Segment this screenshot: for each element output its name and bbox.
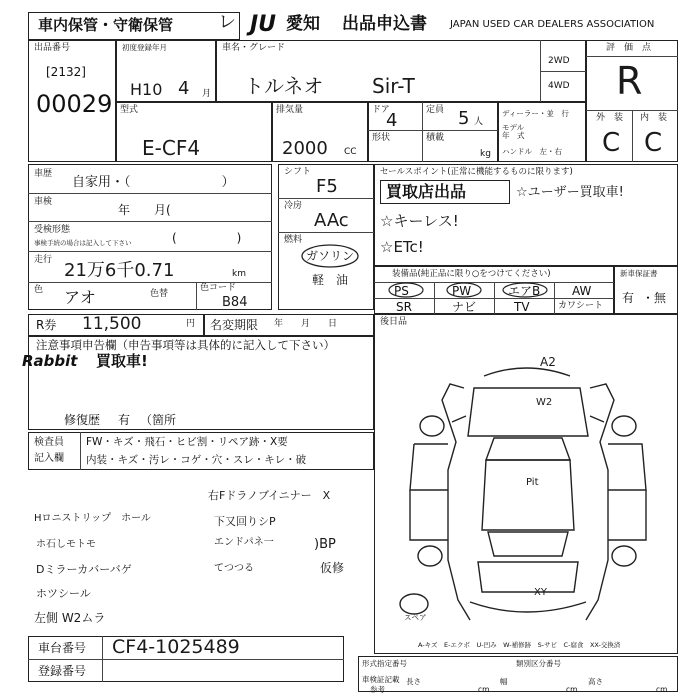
lot-label: 出品番号 (34, 43, 71, 53)
mileage-label: 走行 (34, 255, 53, 265)
history-hline-2 (28, 221, 272, 222)
exterior-score: C (602, 128, 621, 158)
type-number-label: 類別区分番号 (516, 659, 561, 668)
repair-history-label: 修復歴 (64, 413, 101, 427)
drive-hline (540, 71, 586, 72)
warranty-label: 新車保証書 (620, 269, 658, 278)
equip-tv: TV (514, 300, 530, 314)
month-suffix: 月 (202, 89, 212, 99)
fuel-label: 燃料 (284, 235, 303, 245)
chassis-hline (28, 659, 344, 660)
size-label: 車検証記載 (362, 675, 400, 684)
inspector-note-11: 左側 W2ムラ (34, 611, 106, 625)
airbag-circle (500, 282, 550, 298)
inspector-note-1: 右Fドラノブイニナー X (208, 489, 331, 502)
score-hline-top (586, 56, 678, 57)
shift-label: シフト (284, 167, 312, 177)
history-hline-3 (28, 251, 272, 252)
diagram-label: 後日品 (380, 317, 408, 327)
equip-sr: SR (396, 300, 412, 314)
equipment-label: 装備品(純正品に限り○をつけてください) (392, 269, 551, 279)
deadline-label: 名変期限 (210, 318, 259, 332)
chassis-number: CF4-1025489 (112, 636, 240, 658)
sales-points-label: セールスポイント(正常に機能するものに限ります) (380, 167, 573, 177)
color-code-label: 色コード (200, 283, 237, 293)
inspector-divider (80, 432, 81, 470)
ac-label: 冷房 (284, 201, 303, 211)
shape-label: 形状 (372, 133, 391, 143)
car-name: トルネオ (244, 74, 324, 98)
damage-legend: A-キズ E-エクボ U-凹み W-補修跡 S-サビ C-腐食 XX-交換済 (418, 641, 621, 649)
model-code: E-CF4 (142, 136, 201, 160)
inspector-label: 検査員 (34, 437, 64, 448)
model-label: 型式 (120, 105, 139, 115)
storage-check-mark: レ (218, 12, 236, 33)
equip-vline-2 (494, 282, 495, 314)
inspector-note-2: Hロニストリップ ホール (34, 513, 151, 524)
inspector-interior-codes: 内装・キズ・汚レ・コゲ・穴・スレ・キレ・破 (86, 454, 307, 466)
inspection-label: 車検 (34, 197, 53, 207)
first-reg-month: 4 (178, 78, 190, 99)
interior-score: C (644, 128, 663, 158)
repair-history-value: 有 (118, 413, 131, 427)
displacement: 2000 (282, 138, 328, 159)
receipt-sub: 事検手続の場合は記入して下さい (34, 239, 132, 247)
mileage-unit: km (232, 269, 246, 279)
inspector-note-8: Dミラーカバーバゲ (36, 563, 132, 576)
exterior-label: 外 装 (596, 113, 624, 123)
damage-note-hood: W2 (536, 397, 553, 408)
width-label: 幅 (500, 677, 508, 686)
equip-vline-3 (554, 282, 555, 314)
ju-logo: JU (250, 12, 277, 37)
form-title: 出品申込書 (342, 14, 427, 34)
spare-label: スペア (404, 613, 427, 622)
warranty-no: ・無 (642, 291, 667, 305)
fuel-diesel: 軽 油 (312, 273, 349, 287)
chassis-vline (102, 636, 103, 682)
width-unit: cm (566, 685, 578, 694)
sales-line-1: ☆ユーザー買取車! (516, 185, 624, 200)
door-label: ドア (372, 105, 390, 115)
lot-small-number: [2132] (46, 65, 86, 79)
equip-pw: PW (452, 284, 472, 298)
auction-score: R (616, 59, 643, 103)
registration-label: 登録番号 (38, 664, 87, 678)
notes-label: 注意事項申告欄（申告事項等は具体的に記入して下さい） (36, 338, 335, 352)
inspector-note-4: ホ石しモトモ (36, 539, 96, 550)
color-label: 色 (34, 285, 44, 295)
color-swap-label: 色替 (150, 289, 169, 299)
logo-aichi: 愛知 (286, 14, 320, 34)
load-unit: kg (480, 149, 491, 159)
history-label: 車歴 (34, 169, 53, 179)
capacity: 5 (458, 108, 470, 129)
inspector-exterior-codes: FW・キズ・飛石・ヒビ割・リペア跡・X要 (86, 436, 288, 448)
drive-2wd: 2WD (548, 56, 570, 66)
height-unit: cm (656, 685, 668, 694)
first-reg-year: H10 (130, 80, 163, 99)
length-label: 長さ (406, 677, 421, 686)
history-value: 自家用・（ ） (72, 175, 235, 190)
inspector-note-5: エンドパネ一 (214, 537, 274, 548)
lot-number: 00029 (36, 90, 113, 118)
door-count: 4 (386, 110, 398, 131)
history-hline-1 (28, 193, 272, 194)
inspector-note-10: ホツシール (36, 587, 91, 600)
inspector-note-7: 仮修 (320, 561, 345, 575)
door-vline (422, 102, 423, 162)
storage-label: 車内保管・守衛保管 (38, 16, 174, 34)
colorcode-divider (196, 282, 197, 310)
equip-airbag: エアB (508, 284, 541, 298)
recycle-amount: 11,500 (82, 314, 142, 334)
recycle-unit: 円 (186, 319, 196, 329)
height-label: 高さ (588, 677, 603, 686)
interior-label: 内 装 (640, 113, 668, 123)
association-name: JAPAN USED CAR DEALERS ASSOCIATION (450, 19, 655, 30)
equip-vline-1 (434, 282, 435, 314)
mileage: 21万6千0.71 (64, 260, 175, 281)
warranty-yes: 有 (622, 291, 635, 305)
shift-value: F5 (316, 176, 338, 197)
color-value: アオ (64, 288, 96, 307)
score-label: 評 価 点 (606, 43, 652, 53)
ps-circle (386, 282, 426, 298)
equip-leather: カワシート (558, 301, 604, 311)
load-label: 積載 (426, 133, 445, 143)
inspector-sub-label: 記入欄 (34, 453, 64, 464)
capacity-unit: 人 (474, 117, 484, 127)
equip-navi: ナビ (452, 300, 477, 314)
model-year-label: モデル 年 式 (502, 123, 525, 141)
handle-label: ハンドル 左・右 (502, 147, 562, 156)
rabbit-stamp: Rabbit (22, 352, 78, 370)
damage-note-trunk: XY (534, 587, 547, 598)
specs-hline-2 (278, 232, 374, 233)
repair-location: （箇所 (140, 413, 177, 427)
dealer-label: ディーラー・並 行 (502, 109, 569, 118)
drive-4wd: 4WD (548, 81, 570, 91)
ac-value: AAc (314, 210, 349, 231)
fuel-gasoline: ガソリン (306, 249, 355, 263)
score-vline (632, 110, 633, 162)
inspector-note-6: )BP (314, 537, 336, 552)
first-reg-label: 初度登録年月 (122, 43, 167, 52)
sales-line-3: ☆ETc! (380, 238, 424, 256)
specs-hline-1 (278, 198, 374, 199)
receipt-paren: ( ) (172, 231, 242, 245)
gasoline-circle (300, 243, 360, 269)
sales-line-2: ☆キーレス! (380, 212, 459, 230)
color-code: B84 (222, 295, 248, 310)
length-unit: cm (478, 685, 490, 694)
capacity-label: 定員 (426, 105, 445, 115)
damage-note-front: A2 (540, 355, 556, 369)
chassis-label: 車台番号 (38, 641, 87, 655)
car-grade: Sir-T (372, 74, 415, 98)
inspector-note-3: 下又回りシP (214, 515, 276, 528)
size-ref-label: 参考 (370, 685, 385, 694)
pw-circle (444, 282, 484, 298)
recycle-label: R券 (36, 318, 57, 332)
damage-note-roof: Pit (526, 477, 539, 488)
inspection-value: 年 月( (118, 203, 171, 217)
model-number-label: 形式指定番号 (362, 659, 407, 668)
notes-text: 買取車! (96, 352, 148, 370)
sales-main: 買取店出品 (386, 182, 467, 201)
receipt-label: 受検形態 (34, 225, 71, 235)
deadline-value: 年 月 日 (274, 319, 338, 329)
car-name-label: 車名・グレード (222, 43, 286, 53)
inspector-note-9: てつつる (214, 563, 254, 574)
cc-label: 排気量 (276, 105, 304, 115)
equip-aw: AW (572, 284, 592, 298)
equip-ps: PS (394, 284, 409, 298)
cc-unit: CC (344, 147, 357, 157)
